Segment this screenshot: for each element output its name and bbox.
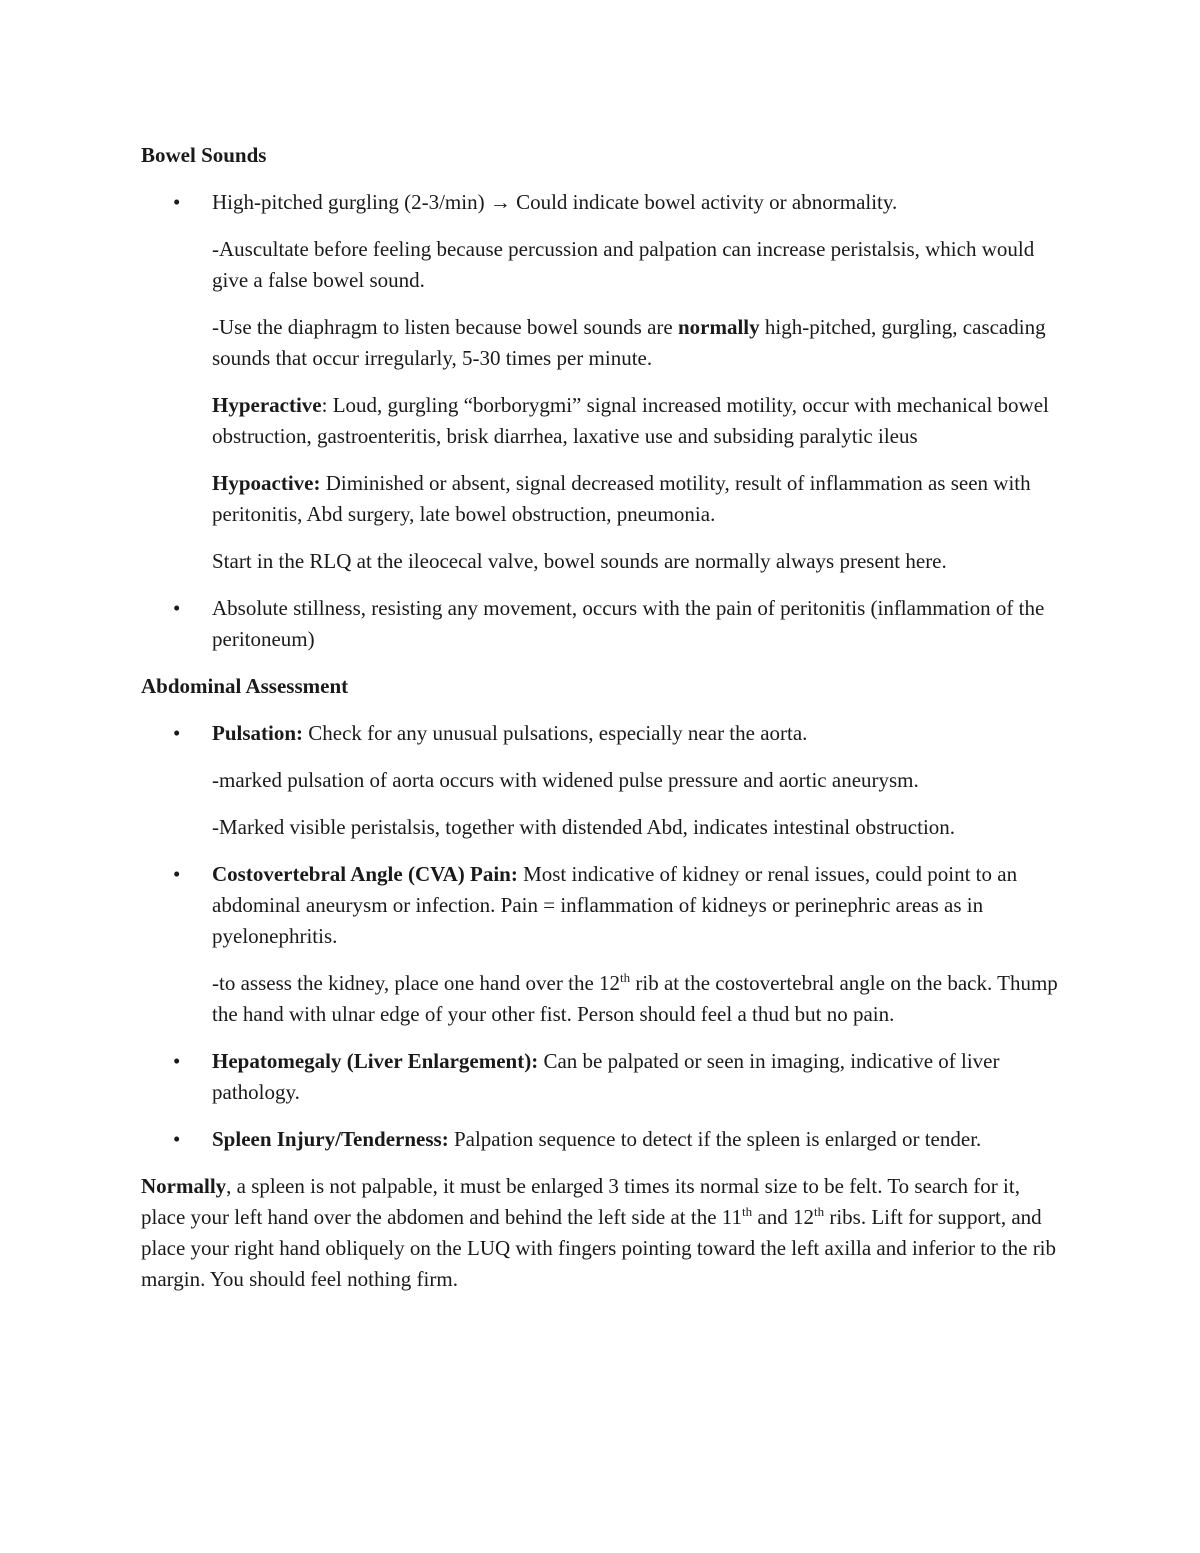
diaphragm-emphasis: normally (677, 315, 760, 339)
closing-paragraph (141, 1171, 1061, 1295)
list-item-hepatomegaly (141, 1046, 1061, 1108)
diaphragm-text-end: high-pitched, gurgling, cascading sounds that occur irregularly, 5-30 times per minute. (212, 315, 1046, 370)
ordinal-suffix: th (742, 1204, 753, 1219)
document-page (141, 140, 1061, 1295)
auscultate-note: -Auscultate before feeling because percussion and palpation can increase peristalsis, which would give a false bowel sound. (212, 237, 1035, 292)
hyperactive-text: : Loud, gurgling “borborygmi” signal increased motility, occur with mechanical bowel obstruction, gastroenteritis, brisk diarrhea, laxative use and subsiding paralytic ileus (212, 393, 1049, 448)
pulsation-label: Pulsation: (212, 721, 304, 745)
kidney-text: -to assess the kidney, place one hand over the 12 (212, 971, 621, 995)
kidney-note (141, 968, 1061, 1030)
list-item (141, 593, 1061, 655)
bullet-icon: • (173, 596, 181, 620)
ordinal-suffix: th (620, 970, 631, 985)
closing-text-1: , a spleen is not palpable, it must be enlarged 3 times its normal size to be felt. To search for it, place your left hand over the abdomen and behind the left side at the 11 (141, 1174, 1020, 1229)
closing-text-3: ribs. Lift for support, and place your right hand obliquely on the LUQ with fingers pointing toward the left axilla and inferior to the rib margin. You should feel nothing firm. (141, 1205, 1057, 1291)
hypoactive-label: Hypoactive: (212, 471, 321, 495)
pulsation-note-1: -marked pulsation of aorta occurs with widened pulse pressure and aortic aneurysm. (212, 768, 919, 792)
section-heading-bowel-sounds: Bowel Sounds (141, 143, 267, 167)
kidney-text-end: rib at the costovertebral angle on the back. Thump the hand with ulnar edge of your other fist. Person should feel a thud but no pain. (212, 971, 1058, 1026)
hyperactive-label: Hyperactive (212, 393, 322, 417)
closing-text-2: and 12 (752, 1205, 814, 1229)
list-item-text: High-pitched gurgling (2-3/min) → Could indicate bowel activity or abnormality. (212, 190, 898, 214)
pulsation-note-2: -Marked visible peristalsis, together with distended Abd, indicates intestinal obstruction. (212, 815, 956, 839)
start-note: Start in the RLQ at the ileocecal valve, bowel sounds are normally always present here. (212, 549, 947, 573)
section-heading-abdominal-assessment: Abdominal Assessment (141, 674, 349, 698)
closing-emphasis: Normally (141, 1174, 227, 1198)
bullet-icon: • (173, 1049, 181, 1073)
bullet-icon: • (173, 1127, 181, 1151)
list-item-pulsation (141, 718, 1061, 749)
hypoactive-text: Diminished or absent, signal decreased motility, result of inflammation as seen with peritonitis, Abd surgery, late bowel obstruction, pneumonia. (212, 471, 1031, 526)
spleen-label: Spleen Injury/Tenderness: (212, 1127, 449, 1151)
diaphragm-text: -Use the diaphragm to listen because bowel sounds are (212, 315, 678, 339)
pulsation-text: Check for any unusual pulsations, especially near the aorta. (303, 721, 808, 745)
cva-label: Costovertebral Angle (CVA) Pain: (212, 862, 518, 886)
bullet-icon: • (173, 721, 181, 745)
list-item-cva (141, 859, 1061, 952)
list-item (141, 187, 1061, 218)
ordinal-suffix: th (813, 1204, 825, 1219)
hepatomegaly-text: Can be palpated or seen in imaging, indicative of liver pathology. (212, 1049, 1000, 1104)
spleen-text: Palpation sequence to detect if the spleen is enlarged or tender. (448, 1127, 982, 1151)
cva-text: Most indicative of kidney or renal issues, could point to an abdominal aneurysm or infection. Pain = inflammation of kidneys or perinephric areas as in pyelonephritis. (212, 862, 1018, 948)
hypoactive-note (141, 468, 1061, 530)
hepatomegaly-label: Hepatomegaly (Liver Enlargement): (212, 1049, 539, 1073)
bullet-icon: • (173, 862, 181, 886)
hyperactive-note (141, 390, 1061, 452)
list-item-spleen (141, 1124, 1061, 1155)
list-item-text: Absolute stillness, resisting any movement, occurs with the pain of peritonitis (inflammation of the peritoneum) (212, 596, 1045, 651)
diaphragm-note (141, 312, 1061, 374)
bullet-icon: • (173, 190, 181, 214)
